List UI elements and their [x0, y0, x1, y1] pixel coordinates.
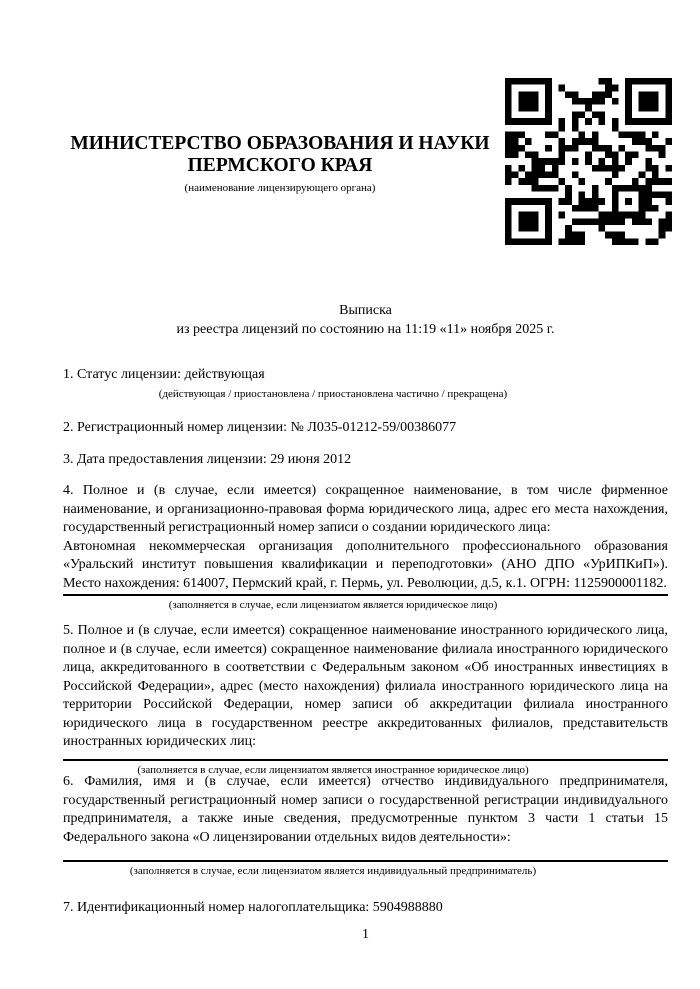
legal-entity-value: Автономная некоммерческая организация дополнительного профессионального образования «Уральский институт повышения квалификации и переподготовки» (АНО ДПО «УрИПКиП»). Место нахождения: 614007, Пермский край, г. Пермь, ул. Революции, д.5, к.1. ОГРН: 1125900001182. — [63, 538, 668, 591]
legal-entity-underline — [63, 594, 668, 596]
page-number: 1 — [362, 927, 369, 942]
field-taxpayer-number: 7. Идентификационный номер налогоплательщика: 5904988880 — [63, 900, 443, 915]
document-title — [63, 301, 668, 339]
ministry-name-line1: МИНИСТЕРСТВО ОБРАЗОВАНИЯ И НАУКИ — [70, 133, 490, 154]
licensing-authority-header — [63, 133, 497, 195]
qr-code — [505, 78, 672, 245]
document-title-line: Выписка — [339, 303, 392, 318]
entrepreneur-label: 6. Фамилия, имя и (в случае, если имеется) отчество индивидуального предпринимателя, государственный регистрационный номер записи о государственной регистрации индивидуального предпринимателя, а также иные сведения, предусмотренные пунктом 3 части 1 статьи 15 Федерального закона «О лицензировании отдельных видов деятельности»: — [63, 774, 668, 845]
field-registration-number: 2. Регистрационный номер лицензии: № Л035-01212-59/00386077 — [63, 420, 457, 435]
legal-entity-label: 4. Полное и (в случае, если имеется) сокращенное наименование, в том числе фирменное наименование, и организационно-правовая форма юридического лица, адрес его места нахождения, государственный регистрационный номер записи о создании юридического лица: — [63, 483, 668, 535]
foreign-entity-caption: (заполняется в случае, если лицензиатом является иностранное юридическое лицо) — [137, 763, 529, 776]
field-foreign-entity — [63, 622, 668, 777]
foreign-entity-label: 5. Полное и (в случае, если имеется) сокращенное наименование иностранного юридического лица, полное и (в случае, если имеется) сокращенное наименование филиала иностранного юридического лица, аккредитованного в соответствии с Федеральным законом «Об иностранных инвестициях в Российской Федерации», адрес (место нахождения) филиала иностранного юридического лица на территории Российской Федерации, номер записи об аккредитации филиала иностранного юридического лица в государственном реестре аккредитованных филиалов, представительств иностранных юридических лиц: — [63, 623, 668, 749]
ministry-name-caption: (наименование лицензирующего органа) — [184, 182, 376, 194]
entrepreneur-caption: (заполняется в случае, если лицензиатом является индивидуальный предприниматель) — [129, 865, 537, 877]
legal-entity-caption: (заполняется в случае, если лицензиатом является юридическое лицо) — [168, 599, 498, 611]
field-entrepreneur — [63, 773, 668, 878]
field-grant-date: 3. Дата предоставления лицензии: 29 июня 2012 — [63, 452, 352, 467]
foreign-entity-underline — [63, 759, 668, 761]
license-status-options-caption: (действующая / приостановлена / приостановлена частично / прекращена) — [158, 388, 508, 400]
field-license-status: 1. Статус лицензии: действующая — [63, 367, 265, 382]
ministry-name-line2: ПЕРМСКОГО КРАЯ — [187, 155, 373, 176]
field-legal-entity — [63, 482, 668, 612]
entrepreneur-underline — [63, 860, 668, 862]
document-title-date-line: из реестра лицензий по состоянию на 11:19 «11» ноября 2025 г. — [176, 322, 555, 337]
